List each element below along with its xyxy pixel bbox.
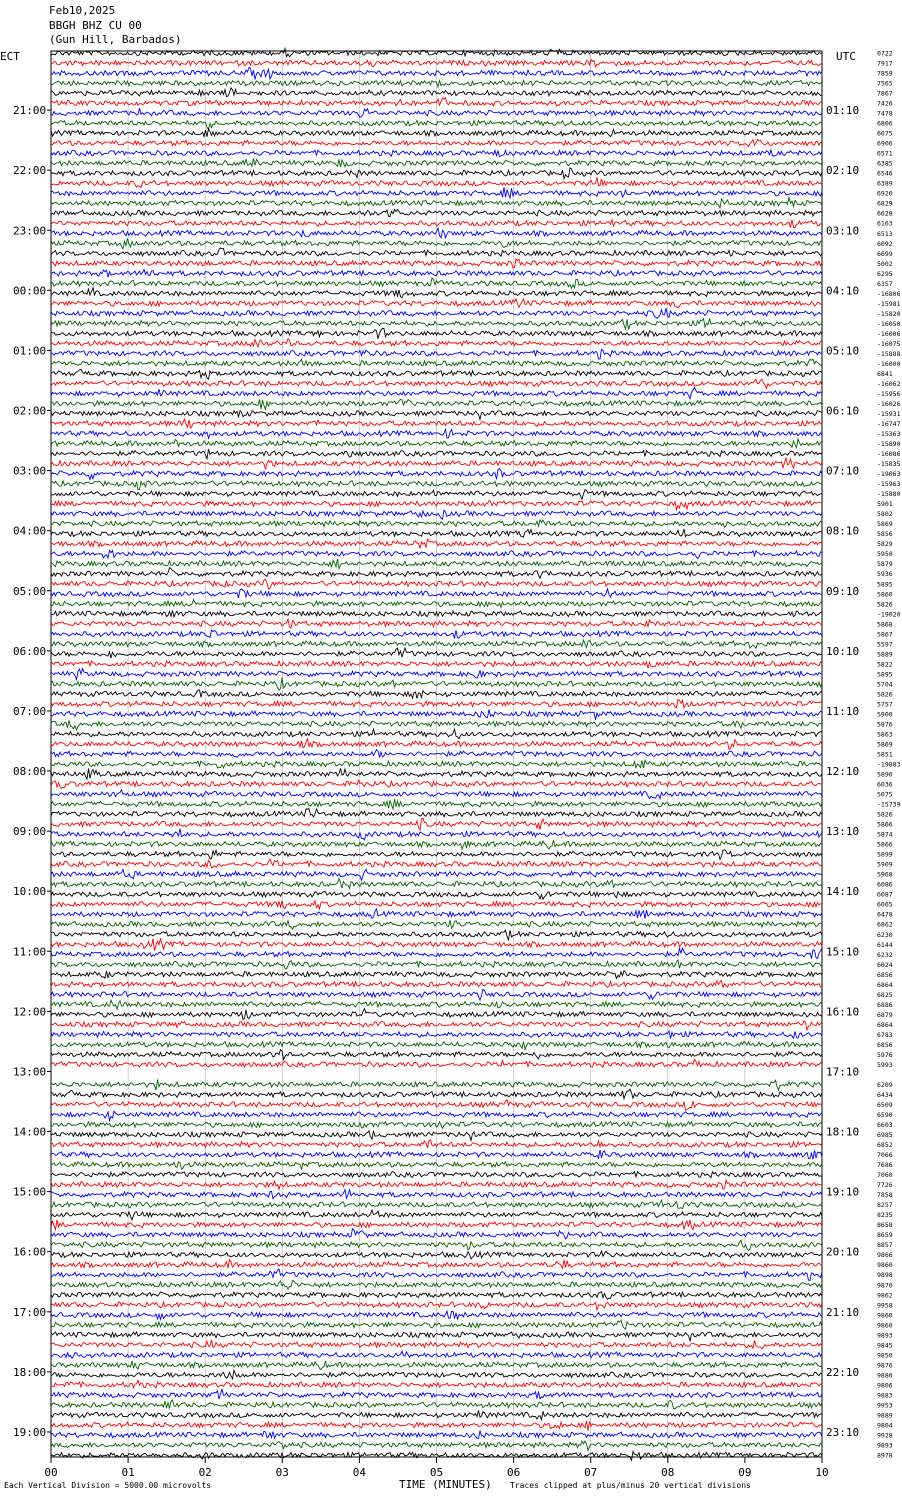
trace-offset-label: 6825	[877, 990, 893, 999]
left-hour-label: 00:00	[13, 284, 47, 298]
x-tick-label: 09	[738, 1466, 752, 1479]
trace-offset-label: 6357	[877, 279, 893, 288]
trace-offset-label: 5976	[877, 1050, 893, 1059]
x-tick-label: 06	[506, 1466, 521, 1479]
trace-offset-label: -15363	[877, 430, 901, 439]
trace-offset-label: 9860	[877, 1261, 893, 1270]
x-tick-label: 07	[584, 1466, 598, 1479]
trace-offset-label: 6232	[877, 950, 893, 959]
trace-offset-label: 9860	[877, 1311, 893, 1320]
trace-offset-label: 5879	[877, 560, 893, 569]
left-hour-label: 12:00	[13, 1005, 47, 1019]
right-hour-label: 13:10	[826, 825, 860, 839]
trace-offset-label: -15981	[877, 299, 901, 308]
right-hour-label: 17:10	[826, 1065, 860, 1079]
trace-offset-label: 5597	[877, 640, 893, 649]
trace-offset-label: 5890	[877, 770, 893, 779]
trace-offset-label: 6065	[877, 900, 893, 909]
trace-offset-label: 5968	[877, 870, 893, 879]
right-hour-label: 21:10	[826, 1305, 860, 1319]
trace-offset-label: 5866	[877, 820, 893, 829]
x-tick-label: 10	[815, 1466, 829, 1479]
trace-offset-label: 9880	[877, 1371, 893, 1380]
left-hour-label: 08:00	[13, 765, 47, 779]
trace-offset-label: 7478	[877, 109, 893, 118]
left-hour-label: 07:00	[13, 704, 47, 718]
trace-offset-label: 6385	[877, 159, 893, 168]
right-hour-label: 14:10	[826, 885, 860, 899]
trace-offset-label: 9866	[877, 1251, 893, 1260]
trace-offset-label: -15956	[877, 389, 901, 398]
trace-offset-label: 8659	[877, 1231, 893, 1240]
trace-offset-label: 6864	[877, 1020, 893, 1029]
trace-offset-label: 7060	[877, 1171, 893, 1180]
trace-offset-label: 5869	[877, 740, 893, 749]
clip-note: Traces clipped at plus/minus 20 vertical divisions	[510, 1481, 751, 1490]
trace-offset-label: 5993	[877, 1060, 893, 1069]
trace-offset-label: 6571	[877, 149, 893, 158]
trace-offset-label: 5826	[877, 600, 893, 609]
trace-offset-label: 6389	[877, 179, 893, 188]
left-hour-label: 15:00	[13, 1185, 47, 1199]
trace-offset-label: 6513	[877, 229, 893, 238]
trace-offset-label: 5936	[877, 570, 893, 579]
trace-offset-label: 6628	[877, 209, 893, 218]
trace-offset-label: -15888	[877, 349, 901, 358]
x-tick-label: 03	[275, 1466, 289, 1479]
trace-offset-label: 9889	[877, 1411, 893, 1420]
right-hour-label: 08:10	[826, 524, 860, 538]
left-timezone-label: ECT	[0, 50, 20, 63]
trace-offset-label: -16026	[877, 400, 901, 408]
left-hour-label: 09:00	[13, 825, 47, 839]
right-hour-label: 11:10	[826, 704, 860, 718]
left-hour-label: 22:00	[13, 164, 47, 178]
left-hour-label: 16:00	[13, 1245, 47, 1259]
trace-offset-label: -16062	[877, 379, 901, 388]
trace-offset-label: 5876	[877, 720, 893, 729]
trace-offset-label: 6024	[877, 960, 893, 969]
trace-offset-label: 6144	[877, 940, 893, 949]
trace-offset-label: 9893	[877, 1441, 893, 1450]
trace-offset-label: 5909	[877, 860, 893, 869]
left-hour-label: 05:00	[13, 584, 47, 598]
trace-offset-label: -19883	[877, 760, 901, 769]
right-hour-label: 15:10	[826, 945, 860, 959]
left-hour-label: 04:00	[13, 524, 47, 538]
trace-offset-label: 6856	[877, 1040, 893, 1049]
left-hour-label: 01:00	[13, 344, 47, 358]
right-hour-label: 23:10	[826, 1425, 860, 1439]
trace-offset-label: 5822	[877, 660, 893, 669]
x-tick-label: 01	[121, 1466, 135, 1479]
trace-offset-label: 7726	[877, 1181, 893, 1190]
trace-offset-label: 6806	[877, 119, 893, 128]
trace-offset-label: -16086	[877, 450, 901, 459]
trace-offset-label: 6856	[877, 970, 893, 979]
trace-offset-label: 9928	[877, 1431, 893, 1440]
left-hour-label: 03:00	[13, 464, 47, 478]
trace-offset-label: 6087	[877, 890, 893, 899]
trace-offset-label: 6163	[877, 219, 893, 228]
x-axis-title: TIME (MINUTES)	[399, 1478, 492, 1491]
trace-offset-label: 9870	[877, 1281, 893, 1290]
trace-offset-label: -15963	[877, 480, 901, 489]
trace-offset-label: 6295	[877, 269, 893, 278]
trace-offset-label: 6509	[877, 1101, 893, 1109]
left-hour-label: 02:00	[13, 404, 47, 418]
trace-offset-label: 7858	[877, 1191, 893, 1200]
right-timezone-label: UTC	[836, 50, 856, 63]
trace-offset-label: 6092	[877, 239, 893, 248]
left-hour-label: 10:00	[13, 885, 47, 899]
trace-offset-label: 9850	[877, 1351, 893, 1360]
left-hour-label: 19:00	[13, 1425, 47, 1439]
trace-offset-label: -15931	[877, 410, 901, 419]
trace-offset-label: 8235	[877, 1211, 893, 1220]
trace-offset-label: 6699	[877, 249, 893, 258]
trace-offset-label: 5802	[877, 510, 893, 519]
trace-offset-label: 8978	[877, 1451, 893, 1460]
right-hour-label: 16:10	[826, 1005, 860, 1019]
trace-offset-label: 8658	[877, 1221, 893, 1230]
trace-offset-label: 6209	[877, 1080, 893, 1089]
trace-offset-label: 5868	[877, 620, 893, 629]
right-hour-label: 10:10	[826, 644, 860, 658]
trace-offset-label: 6546	[877, 169, 893, 178]
left-hour-label: 21:00	[13, 104, 47, 118]
trace-offset-label: 6906	[877, 139, 893, 148]
station-label: BBGH BHZ CU 00	[49, 18, 142, 32]
trace-offset-label: 7867	[877, 89, 893, 98]
x-tick-label: 05	[429, 1466, 444, 1479]
trace-offset-label: -16000	[877, 359, 901, 368]
trace-offset-label: 6230	[877, 930, 893, 939]
trace-offset-label: 5895	[877, 670, 893, 679]
trace-offset-label: 5829	[877, 540, 893, 549]
trace-offset-label: 5895	[877, 580, 893, 589]
right-hour-label: 04:10	[826, 284, 860, 298]
trace-offset-label: 6590	[877, 1111, 893, 1120]
trace-offset-label: 5869	[877, 520, 893, 529]
scale-note: Each Vertical Division = 5000.00 microvolts	[4, 1481, 212, 1490]
left-hour-label: 23:00	[13, 224, 47, 238]
trace-offset-label: 9860	[877, 1321, 893, 1330]
right-hour-label: 05:10	[826, 344, 860, 358]
trace-offset-label: 6829	[877, 199, 893, 208]
trace-offset-label: 5889	[877, 650, 893, 659]
trace-offset-label: -16747	[877, 420, 901, 429]
trace-offset-label: 5867	[877, 630, 893, 639]
left-hour-label: 13:00	[13, 1065, 47, 1079]
x-tick-label: 04	[352, 1466, 367, 1479]
date-label: Feb10,2025	[49, 4, 116, 17]
trace-offset-label: 6075	[877, 129, 893, 138]
x-tick-label: 02	[198, 1466, 212, 1479]
trace-offset-label: -15890	[877, 440, 901, 449]
trace-offset-label: 7917	[877, 59, 893, 68]
right-hour-label: 19:10	[826, 1185, 860, 1199]
trace-offset-label: 6783	[877, 1030, 893, 1039]
x-tick-label: 08	[661, 1466, 675, 1479]
trace-offset-label: 7426	[877, 99, 893, 108]
trace-offset-label: 5075	[877, 790, 893, 799]
trace-offset-label: 5874	[877, 830, 893, 839]
trace-offset-label: -19020	[877, 610, 901, 619]
trace-offset-label: 9883	[877, 1391, 893, 1400]
trace-offset-label: 5901	[877, 500, 893, 509]
trace-offset-label: 9804	[877, 1421, 893, 1430]
trace-offset-label: -16806	[877, 289, 901, 298]
left-hour-label: 14:00	[13, 1125, 47, 1139]
trace-offset-label: 5856	[877, 530, 893, 539]
trace-offset-label: 9898	[877, 1271, 893, 1280]
trace-offset-label: 5826	[877, 690, 893, 699]
right-hour-label: 22:10	[826, 1365, 860, 1379]
trace-offset-label: 0722	[877, 49, 893, 58]
trace-offset-label: 9845	[877, 1341, 893, 1350]
right-hour-label: 01:10	[826, 104, 860, 118]
right-hour-label: 06:10	[826, 404, 860, 418]
right-hour-label: 18:10	[826, 1125, 860, 1139]
trace-offset-label: 6841	[877, 369, 893, 378]
trace-offset-label: 5704	[877, 680, 893, 689]
right-hour-label: 03:10	[826, 224, 860, 238]
trace-offset-label: 8257	[877, 1201, 893, 1210]
trace-offset-label: -15880	[877, 490, 901, 499]
trace-offset-label: 7066	[877, 1151, 893, 1160]
trace-offset-label: 9953	[877, 1401, 893, 1410]
trace-offset-label: 5757	[877, 700, 893, 709]
trace-offset-label: 7565	[877, 79, 893, 88]
trace-offset-label: 5899	[877, 850, 893, 859]
trace-offset-label: 6864	[877, 980, 893, 989]
left-hour-label: 18:00	[13, 1365, 47, 1379]
x-tick-label: 00	[44, 1466, 58, 1479]
trace-offset-label: 6985	[877, 1131, 893, 1140]
trace-offset-label: 6886	[877, 1000, 893, 1009]
trace-offset-label: 7686	[877, 1161, 893, 1170]
trace-offset-label: 6036	[877, 780, 893, 789]
trace-offset-label: 6086	[877, 880, 893, 889]
trace-offset-label: -16050	[877, 319, 901, 328]
trace-offset-label: 5851	[877, 750, 893, 759]
trace-offset-label: -19063	[877, 470, 901, 479]
trace-offset-label: 6852	[877, 1141, 893, 1150]
left-hour-label: 11:00	[13, 945, 47, 959]
right-hour-label: 09:10	[826, 584, 860, 598]
trace-offset-label: 9806	[877, 1381, 893, 1390]
trace-offset-label: 5860	[877, 590, 893, 599]
trace-offset-label: 5900	[877, 710, 893, 719]
location-label: (Gun Hill, Barbados)	[49, 33, 182, 46]
trace-offset-label: 6862	[877, 920, 893, 929]
trace-offset-label: 6879	[877, 1010, 893, 1019]
trace-offset-label: 9958	[877, 1301, 893, 1310]
trace-offset-label: -15835	[877, 460, 901, 469]
trace-offset-label: 5826	[877, 810, 893, 819]
trace-offset-label: 6434	[877, 1090, 893, 1099]
trace-offset-label: 5863	[877, 730, 893, 739]
left-hour-label: 06:00	[13, 644, 47, 658]
trace-offset-label: 9893	[877, 1331, 893, 1340]
trace-offset-label: 6920	[877, 189, 893, 198]
trace-offset-label: 9876	[877, 1361, 893, 1370]
right-hour-label: 20:10	[826, 1245, 860, 1259]
trace-offset-label: 6603	[877, 1121, 893, 1130]
right-hour-label: 07:10	[826, 464, 860, 478]
trace-offset-label: -16006	[877, 329, 901, 338]
trace-offset-label: 9862	[877, 1291, 893, 1300]
trace-offset-label: 5002	[877, 259, 893, 268]
trace-offset-label: -15820	[877, 309, 901, 318]
left-hour-label: 17:00	[13, 1305, 47, 1319]
right-hour-label: 12:10	[826, 765, 860, 779]
trace-offset-label: 6478	[877, 910, 893, 919]
trace-offset-label: -15739	[877, 800, 901, 809]
right-hour-label: 02:10	[826, 164, 860, 178]
trace-offset-label: 8857	[877, 1241, 893, 1250]
trace-offset-label: 7859	[877, 69, 893, 78]
trace-offset-label: 5866	[877, 840, 893, 849]
trace-offset-label: -16075	[877, 339, 901, 348]
trace-offset-label: 5950	[877, 550, 893, 559]
